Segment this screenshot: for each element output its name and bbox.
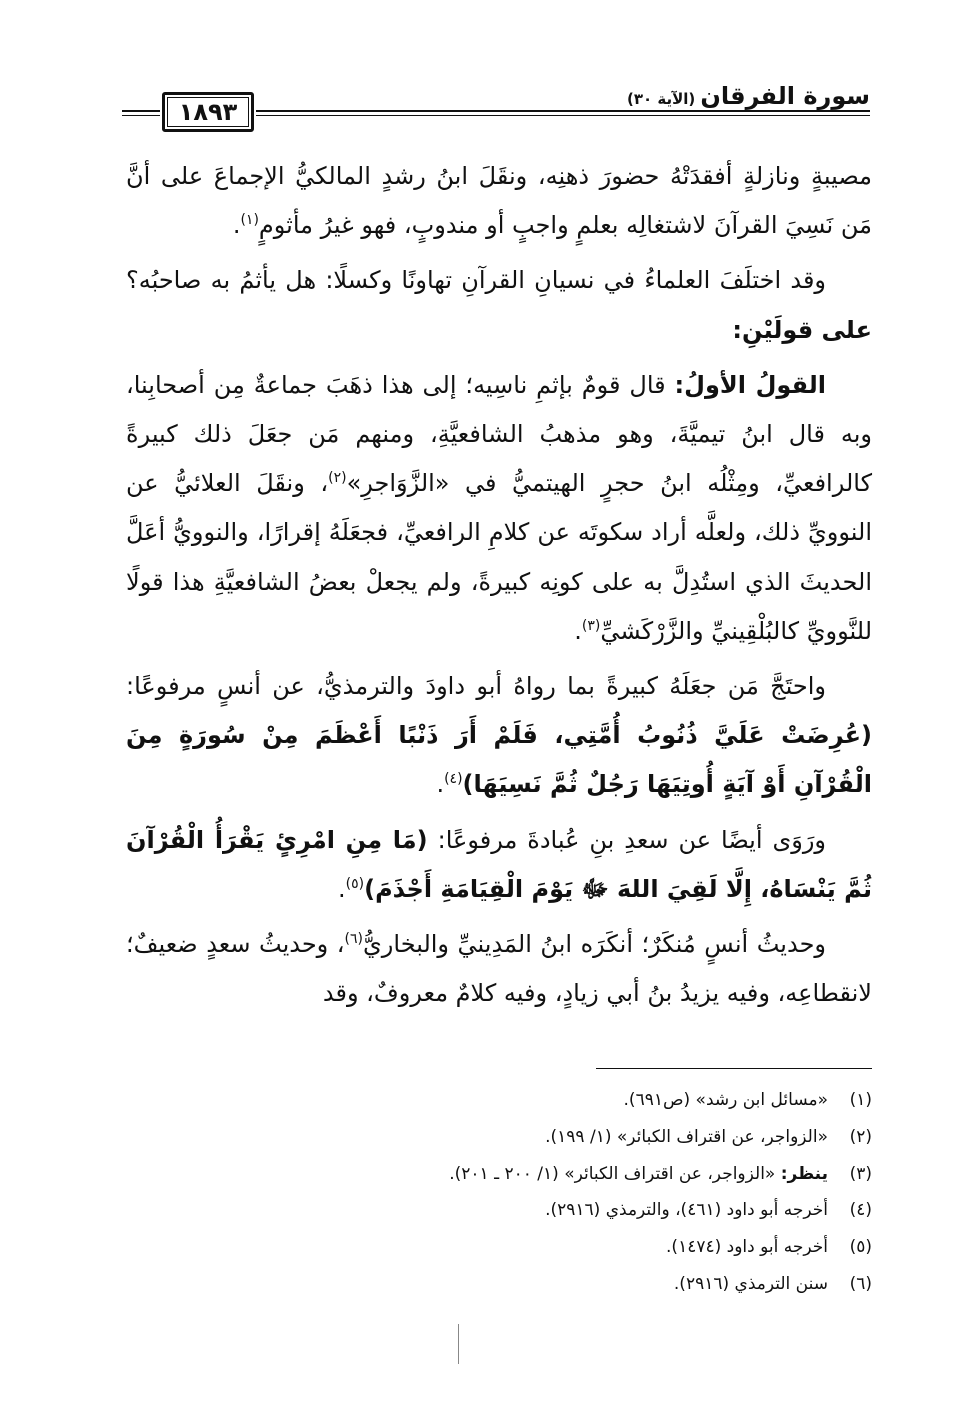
page-number-frame [162, 92, 254, 132]
footnote-text: أخرجه أبو داود (١٤٧٤). [666, 1237, 828, 1258]
paragraph-6 [126, 920, 872, 1018]
main-text [126, 152, 872, 1024]
paragraph-2 [126, 256, 872, 354]
footnote-item [126, 1192, 872, 1229]
footnote-separator [596, 1068, 872, 1069]
bold-phrase: على قولَيْنِ: [732, 315, 872, 344]
header-rule [256, 115, 870, 116]
footnote-number: (٤) [849, 1200, 872, 1221]
footnote-text: سنن الترمذي (٢٩١٦). [673, 1273, 828, 1294]
paragraph-4 [126, 662, 872, 810]
footnotes [126, 1082, 872, 1303]
paragraph-text: ورَوَى أيضًا عن سعدِ بنِ عُبادةَ مرفوعًا: [437, 825, 827, 854]
paragraph-text: وقد اختلَفَ العلماءُ في نسيانِ القرآنِ تهاونًا وكسلًا: هل يأثمُ به صاحبُه؟ [126, 266, 826, 295]
paragraph-5 [126, 816, 872, 914]
header-rule [256, 110, 870, 112]
paragraph-text: مصيبةٍ ونازلةٍ أفقدَتْهُ حضورَ ذهنِه، ونقَلَ ابنُ رشدٍ المالكيُّ الإجماعَ على أنَّ مَن نَسِيَ القرآنَ لاشتغالِه بعلمٍ واجبٍ أو مندوبٍ، فهو غيرُ مأثومٍ [126, 162, 872, 240]
paragraph-text: وحديثُ أنسٍ مُنكَرٌ؛ أنكَرَه ابنُ المَدِينيِّ والبخاريُّ [363, 930, 826, 959]
footnote-ref: (٣) [581, 617, 601, 634]
footnote-item [126, 1266, 872, 1303]
footnote-lead: ينظر: [780, 1163, 828, 1184]
header-rule [122, 110, 160, 112]
paragraph-text: . [338, 874, 346, 903]
footnote-text: «الزواجر، عن اقتراف الكبائر» (١/ ١٩٩). [545, 1126, 828, 1147]
footnote-ref: (٥) [345, 875, 365, 892]
hadith-quote: (مَا مِنِ امْرِئٍ يَقْرَأُ الْقُرْآنَ ثُمَّ يَنْسَاهُ، إِلَّا لَقِيَ اللهَ ﷻ يَوْمَ الْقِيَامَةِ أَجْذَمَ) [126, 825, 872, 903]
footnote-ref: (٤) [444, 771, 463, 788]
footnote-ref: (٢) [328, 470, 347, 487]
footnote-number: (٥) [849, 1237, 872, 1258]
header-rule [122, 115, 160, 116]
footnote-text: «مسائل ابن رشد» (ص٦٩١). [623, 1090, 828, 1110]
paragraph-text: قال قومٌ بإثمِ ناسِيه؛ إلى هذا ذهَبَ جماعةٌ مِن أصحابِنا، وبه قال ابنُ تيميَّةَ، وهو مذهبُ الشافعيَّةِ، ومنهم مَن جعَلَ ذلك كبيرةً كالرافعيِّ، ومِثْلُه ابنُ حجرٍ الهيتميُّ في «الزَّوَاجرِ» [126, 370, 873, 498]
footnote-number: (٦) [849, 1273, 872, 1294]
footnote-ref: (٦) [344, 931, 364, 948]
footnote-number: (٣) [849, 1163, 872, 1184]
paragraph-text: واحتَجَّ مَن جعَلَهُ كبيرةً بما رواهُ أبو داودَ والترمذيُّ، عن أنسٍ مرفوعًا: [126, 672, 826, 701]
paragraph-text: ، ونقَلَ العلائيُّ عن النوويِّ ذلك، ولعلَّه أراد سكوتَه عن كلامِ الرافعيِّ، فجعَلَهُ إقرارًا، والنوويُّ أعَلَّ الحديثَ الذي استُدِلَّ به على كونِه كبيرةً، ولم يجعلْ بعضُ الشافعيَّةِ هذا قولًا للنَّوويِّ كالبُلْقِينيِّ والزَّرْكَشيِّ [126, 469, 872, 645]
footnote-number: (٢) [849, 1126, 872, 1147]
surah-title: سورة الفرقان [700, 82, 870, 110]
paragraph-text: ، وحديثُ سعدٍ ضعيفٌ؛ لانقطاعِه، وفيه يزيدُ بنُ أبي زيادٍ، وفيه كلامٌ معروفٌ، وقد [126, 930, 872, 1008]
paragraph-text: . [436, 770, 445, 799]
section-heading: القولُ الأولُ: [674, 370, 826, 399]
scan-mark [458, 1324, 459, 1364]
page-number: ١٨٩٣ [178, 98, 238, 126]
running-title [619, 82, 870, 110]
footnote-item [126, 1119, 872, 1156]
paragraph-1 [126, 152, 872, 250]
ayah-reference: (الآية ٣٠) [626, 90, 696, 108]
hadith-quote: (عُرِضَتْ عَلَيَّ ذُنُوبُ أُمَّتِي، فَلَمْ أَرَ ذَنْبًا أَعْظَمَ مِنْ سُورَةٍ مِنَ الْقُرْآنِ أَوْ آيَةٍ أُوتِيَهَا رَجُلٌ ثُمَّ نَسِيَهَا) [126, 721, 872, 799]
footnote-item [126, 1229, 872, 1266]
footnote-item [126, 1156, 872, 1193]
footnote-item [126, 1082, 872, 1119]
paragraph-3 [126, 361, 872, 656]
footnote-ref: (١) [240, 212, 259, 229]
footnote-text: «الزواجر، عن اقتراف الكبائر» (١/ ٢٠٠ ـ ٢٠١). [449, 1163, 776, 1184]
page-header [122, 82, 870, 140]
paragraph-text: . [232, 211, 241, 240]
footnote-text: أخرجه أبو داود (٤٦١)، والترمذي (٢٩١٦). [545, 1200, 828, 1221]
paragraph-text: . [574, 616, 582, 645]
footnote-number: (١) [849, 1090, 872, 1110]
